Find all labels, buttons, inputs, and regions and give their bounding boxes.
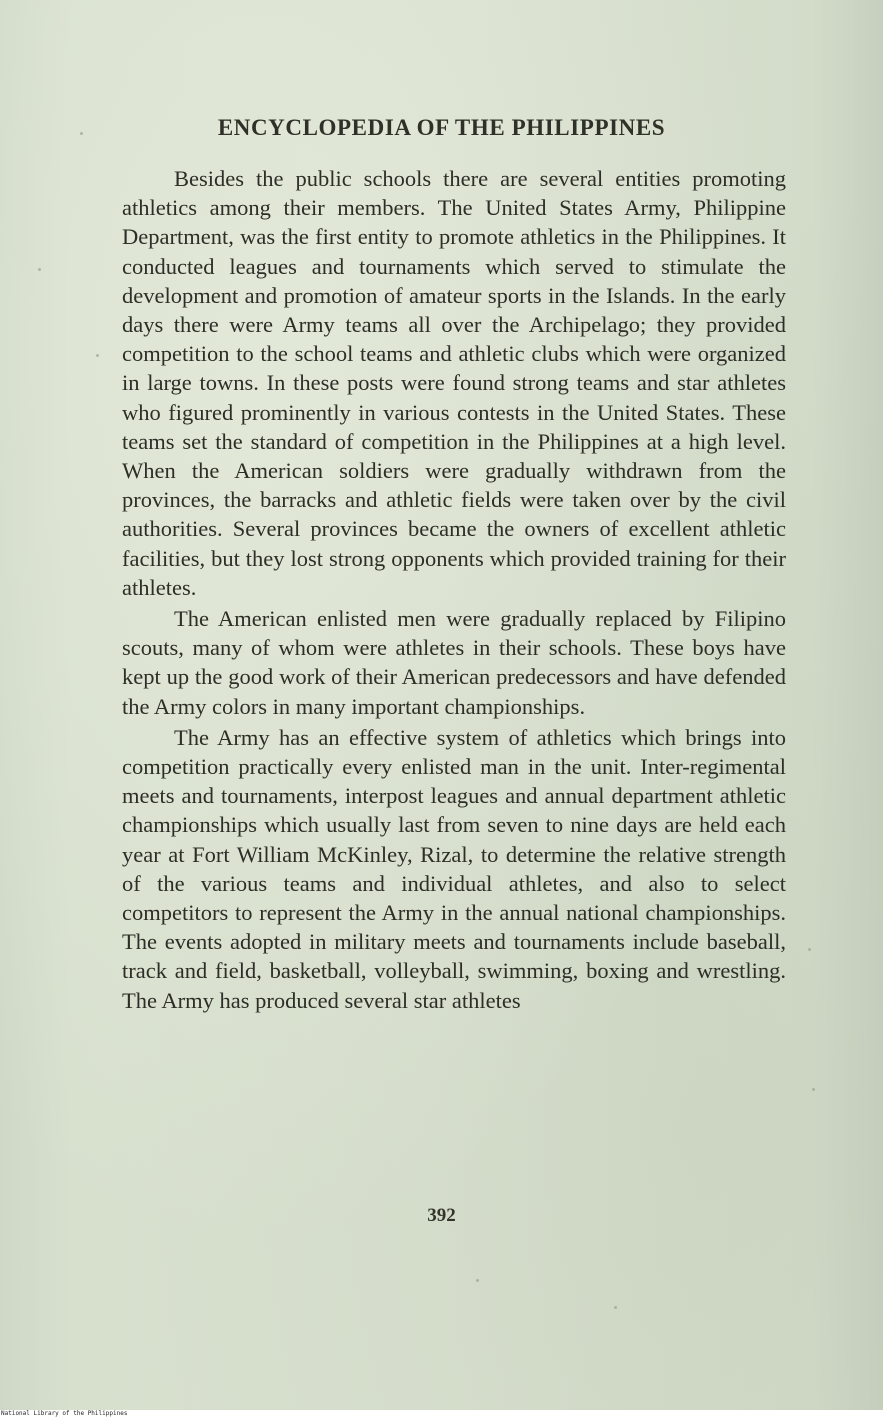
paper-speck xyxy=(812,1088,815,1091)
paper-speck xyxy=(96,354,99,357)
paper-speck xyxy=(38,268,41,271)
paragraph-army-athletics: Besides the public schools there are several entities promoting athletics among their members. The United States Army, Philippine Department, was the first entity to promote athletics in the Philippines. It conducted leagues and tournaments which served to stimulate the development and promotion of amateur sports in the Islands. In the early days there were Army teams all over the Archipelago; they provided competition to the school teams and athletic clubs which were organized in large towns. In these posts were found strong teams and star athletes who figured prominently in various contests in the United States. These teams set the standard of competition in the Philippines at a high level. When the American soldiers were gradually withdrawn from the provinces, the barracks and athletic fields were taken over by the civil authorities. Several provinces became the owners of excellent athletic facilities, but they lost strong opponents which provided training for their athletes. xyxy=(122,166,786,600)
paragraph-filipino-scouts: The American enlisted men were gradually replaced by Filipino scouts, many of whom were athletes in their schools. These boys have kept up the good work of their American predecessors and have defended the Army colors in many important championships. xyxy=(122,606,786,719)
library-credit: National Library of the Philippines xyxy=(1,1410,128,1417)
body-text xyxy=(122,164,786,1015)
page-number: 392 xyxy=(427,1205,456,1226)
running-head: ENCYCLOPEDIA OF THE PHILIPPINES xyxy=(217,115,666,140)
paper-speck xyxy=(476,1279,479,1282)
footer-strip xyxy=(0,1410,883,1418)
paper-speck xyxy=(614,1306,617,1309)
paper-speck xyxy=(808,948,811,951)
paragraph-army-system: The Army has an effective system of athletics which brings into competition practically every enlisted man in the unit. Inter-regimental meets and tournaments, interpost leagues and annual department athletic championships which usually last from seven to nine days are held each year at Fort William McKinley, Rizal, to determine the relative strength of the various teams and individual athletes, and also to select competitors to represent the Army in the annual national championships. The events adopted in military meets and tournaments include baseball, track and field, basketball, volleyball, swimming, boxing and wrestling. The Army has produced several star athletes xyxy=(122,724,786,1013)
